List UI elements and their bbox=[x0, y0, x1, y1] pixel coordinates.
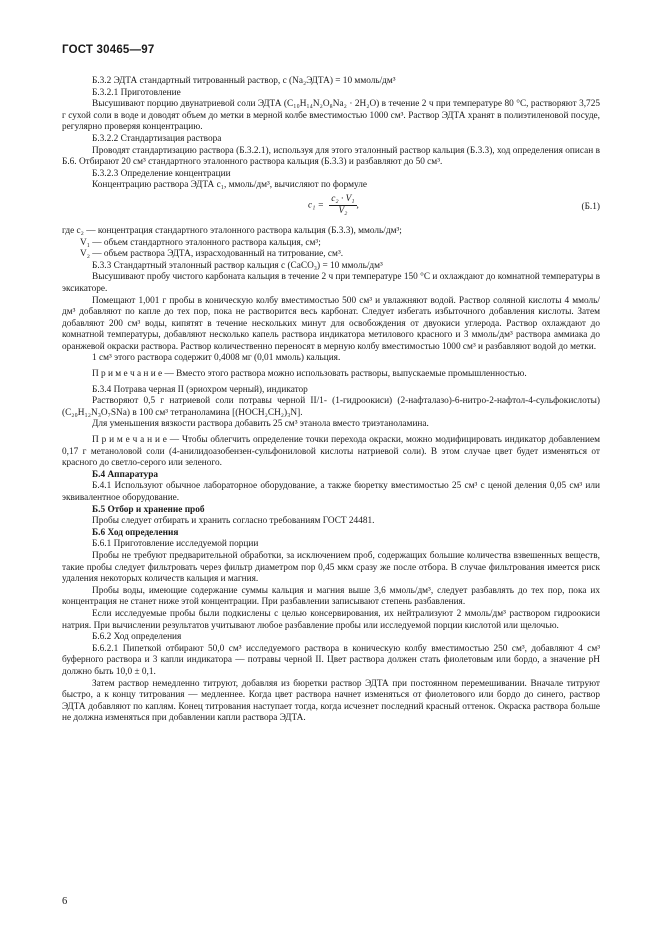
paragraph-edta-preparation: Высушивают порцию двунатриевой соли ЭДТА (C₁₀H₁₄N₂O₈Na₂ · 2H₂O) в течение 2 ч при температуре 80 °С, растворяют 3,725 г сухой соли в воде и доводят объем до метки в мерной колбе вместимостью 1000 см³. Раствор ЭДТА хранят в полиэтиленовой посуде, регулярно проверяя концентрацию. bbox=[62, 99, 600, 133]
formula-fraction bbox=[329, 194, 356, 217]
paragraph-equipment: Б.4.1 Используют обычное лабораторное оборудование, а также бюретку вместимостью 25 см³ с ценой деления 0,05 см³ или эквивалентное оборудование. bbox=[62, 481, 600, 503]
section-heading-b3-3: Б.3.3 Стандартный эталонный раствор кальция c (CaCO₃) = 10 ммоль/дм³ bbox=[92, 260, 383, 271]
section-heading-b6: Б.6 Ход определения bbox=[92, 527, 179, 538]
where-c2: где c₂ — концентрация стандартного эталонного раствора кальция (Б.3.3), ммоль/дм³; bbox=[62, 225, 402, 236]
section-heading-b3-2: Б.3.2 ЭДТА стандартный титрованный раствор, c (Na₂ЭДТА) = 10 ммоль/дм³ bbox=[92, 76, 396, 86]
paragraph-calcium-preparation: Помещают 1,001 г пробы в коническую колбу вместимостью 500 см³ и увлажняют водой. Раствор соляной кислоты 4 ммоль/дм³ добавляют по капле до тех пор, пока не растворится весь карбонат. Следует избегать избыточного добавления кислоты. Затем добавляют 200 см³ воды, кипятят в течение нескольких минут для освобождения от двуокиси углерода. Раствор охлаждают до комнатной температуры, добавляют несколько капель раствора индикатора метилового красного и 3 ммоль/дм³ раствора аммиака до оранжевой окраски раствора. Раствор количественно переносят в мерную колбу вместимостью 1000 см³ и разбавляют водой до метки. bbox=[62, 295, 600, 352]
paragraph-neutralization: Если исследуемые пробы были подкислены с целью консервирования, их нейтрализуют 2 ммоль/дм³ раствором гидроокиси натрия. При вычислении результатов учитывают любое разбавление пробы или исследуемой порции кислотой или щелочью. bbox=[62, 608, 600, 631]
where-v2: V₂ — объем раствора ЭДТА, израсходованный на титрование, см³. bbox=[80, 249, 344, 260]
subsection-heading-b3-2-3: Б.3.2.3 Определение концентрации bbox=[92, 168, 231, 179]
formula-b1 bbox=[62, 192, 600, 226]
formula-number: (Б.1) bbox=[581, 201, 600, 212]
formula-expression bbox=[308, 194, 359, 217]
page-number: 6 bbox=[62, 896, 68, 907]
paragraph-dilution: Пробы воды, имеющие содержание суммы кальция и магния выше 3,6 ммоль/дм³, следует разбавлять до тех пор, пока их концентрация не станет ниже этой концентрации. При разбавлении записывают степень разбавления. bbox=[62, 585, 600, 608]
paragraph-filtering: Пробы не требуют предварительной обработки, за исключением проб, содержащих большие количества взвешенных веществ, такие пробы следует фильтровать через фильтр диаметром пор 0,45 мкм сразу же после отбора. В случае фильтрования имеется риск удаления некоторых количеств кальция и магния. bbox=[62, 550, 600, 585]
note-indicator-modification: П р и м е ч а н и е — Чтобы облегчить определение точки перехода окраски, можно модифицировать индикатор добавлением 0,17 г метаноловой соли (4-анилидоазобензен-сульфониловой кислоты натриевой соли). В этом случае цвет будет изменяться от красного до светло-серого или зеленого. bbox=[62, 435, 600, 469]
subsection-heading-b6-1: Б.6.1 Приготовление исследуемой порции bbox=[92, 539, 259, 550]
section-heading-b5: Б.5 Отбор и хранение проб bbox=[92, 504, 205, 515]
subsection-heading-b3-2-1: Б.3.2.1 Приготовление bbox=[92, 87, 181, 98]
where-v1: V₁ — объем стандартного эталонного раствора кальция, см³; bbox=[80, 237, 321, 248]
note-industrial-solutions: П р и м е ч а н и е — Вместо этого раствора можно использовать растворы, выпускаемые промышленностью. bbox=[92, 369, 527, 380]
paragraph-indicator-preparation: Растворяют 0,5 г натриевой соли потравы черной II/1- (1-гидроокиси) (2-нафталазо)-6-нитро-2-нафтол-4-сульфокислоты) (C₂₀H₁₂N₃O₇SNa) в 100 см³ тетраноламина [(HOCH₂CH₂)₃N]. bbox=[62, 396, 600, 418]
section-heading-b4: Б.4 Аппаратура bbox=[92, 469, 159, 480]
formula-tail: , bbox=[356, 200, 359, 211]
paragraph-titration: Затем раствор немедленно титруют, добавляя из бюретки раствор ЭДТА при постоянном перемешивании. Вначале титруют быстро, а к концу титрования — медленнее. Когда цвет раствора начнет изменяться от фиолетового или бордо до синего, раствор ЭДТА добавляют по каплям. Конец титрования наступает тогда, когда исчезнет последний красный оттенок. Окраска раствора больше не должна изменяться при добавлении капли раствора ЭДТА. bbox=[62, 678, 600, 724]
paragraph-pipette: Б.6.2.1 Пипеткой отбирают 50,0 см³ исследуемого раствора в коническую колбу вместимостью 250 см³, добавляют 4 см³ буферного раствора и 3 капли индикатора — потравы черной II. Цвет раствора должен стать фиолетовым или бордо, а значение pH должно быть 10,0 ± 0,1. bbox=[62, 643, 600, 677]
paragraph-sampling: Пробы следует отбирать и хранить согласно требованиям ГОСТ 24481. bbox=[92, 516, 375, 527]
formula-numerator: c₂ · V₁ bbox=[331, 193, 355, 204]
paragraph-calcium-content: 1 см³ этого раствора содержит 0,4008 мг (0,01 ммоль) кальция. bbox=[92, 353, 341, 364]
formula-denominator: V₂ bbox=[338, 205, 348, 216]
paragraph-drying: Высушивают пробу чистого карбоната кальция в течение 2 ч при температуре 150 °С и охлаждают до комнатной температуры в эксикаторе. bbox=[62, 272, 600, 294]
formula-lhs: c₁ = bbox=[308, 200, 324, 211]
section-heading-b3-4: Б.3.4 Потрава черная II (эриохром черный), индикатор bbox=[92, 384, 308, 395]
document-body bbox=[62, 76, 600, 725]
paragraph-standardization: Проводят стандартизацию раствора (Б.3.2.1), используя для этого эталонный раствор кальция (Б.3.3), ход определения описан в Б.6. Отбирают 20 см³ стандартного эталонного раствора кальция (Б.3.3) и разбавляют до 50 см³. bbox=[62, 145, 600, 168]
paragraph-concentration-intro: Концентрацию раствора ЭДТА c₁, ммоль/дм³, вычисляют по формуле bbox=[92, 180, 367, 191]
document-header-title: ГОСТ 30465—97 bbox=[62, 44, 155, 56]
paragraph-viscosity: Для уменьшения вязкости раствора добавить 25 см³ этанола вместо триэтаноламина. bbox=[92, 419, 429, 430]
subsection-heading-b6-2: Б.6.2 Ход определения bbox=[92, 632, 182, 643]
subsection-heading-b3-2-2: Б.3.2.2 Стандартизация раствора bbox=[92, 133, 222, 144]
